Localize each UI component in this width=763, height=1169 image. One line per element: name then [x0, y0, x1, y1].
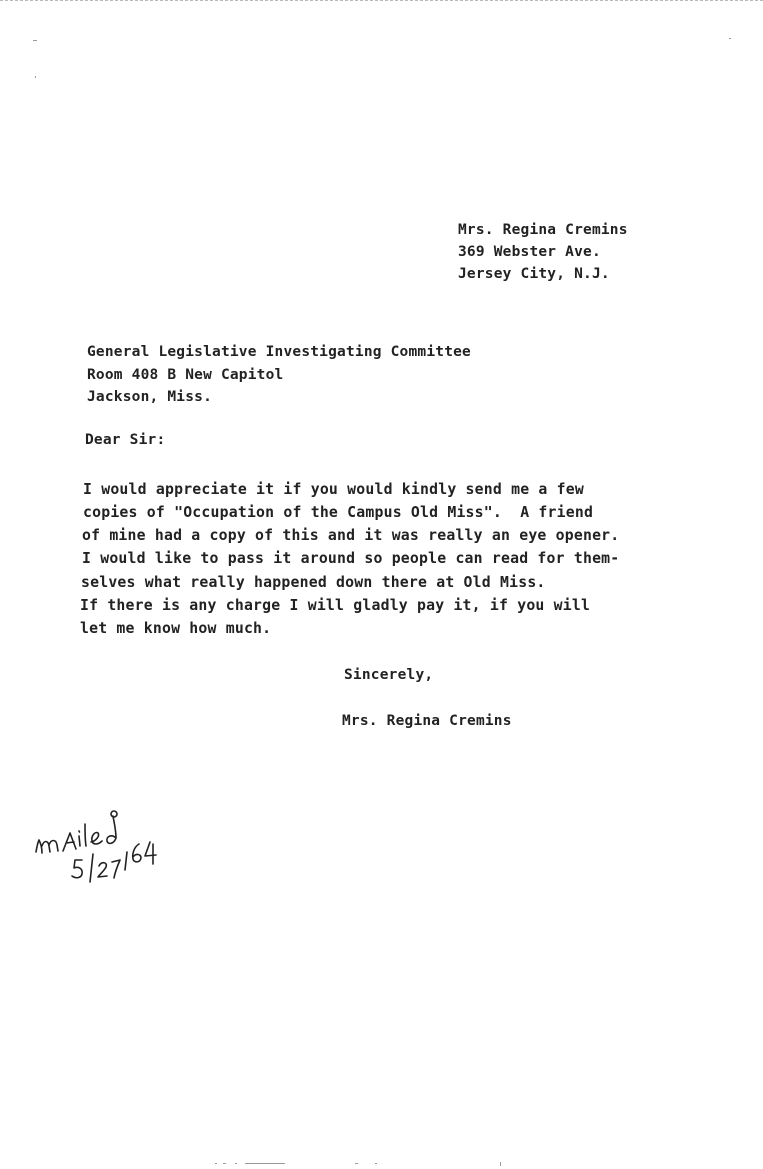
body-line: selves what really happened down there at Old Miss. — [81, 574, 546, 591]
sender-city: Jersey City, N.J. — [458, 266, 610, 282]
recipient-city: Jackson, Miss. — [87, 389, 213, 405]
typed-signature: Mrs. Regina Cremins — [342, 713, 512, 729]
handwritten-mailed-date-note — [32, 806, 182, 890]
scan-speck — [729, 38, 731, 39]
body-line: I would appreciate it if you would kindly send me a few — [83, 481, 584, 498]
scan-speck — [35, 76, 36, 78]
body-line: If there is any charge I will gladly pay it, if you will — [80, 597, 591, 614]
recipient-committee: General Legislative Investigating Committee — [87, 344, 471, 360]
recipient-room: Room 408 B New Capitol — [87, 367, 284, 383]
salutation: Dear Sir: — [85, 432, 166, 448]
sender-street: 369 Webster Ave. — [458, 244, 601, 260]
sender-name: Mrs. Regina Cremins — [458, 222, 628, 238]
body-line: I would like to pass it around so people can read for them- — [82, 550, 620, 567]
scan-top-edge — [0, 0, 763, 1]
body-line: copies of "Occupation of the Campus Old Miss". A friend — [83, 504, 594, 521]
body-line: let me know how much. — [80, 620, 272, 637]
closing: Sincerely, — [344, 667, 434, 683]
scan-speck — [33, 40, 37, 41]
scan-bottom-marks — [215, 1160, 505, 1168]
body-line: of mine had a copy of this and it was really an eye opener. — [82, 527, 620, 544]
